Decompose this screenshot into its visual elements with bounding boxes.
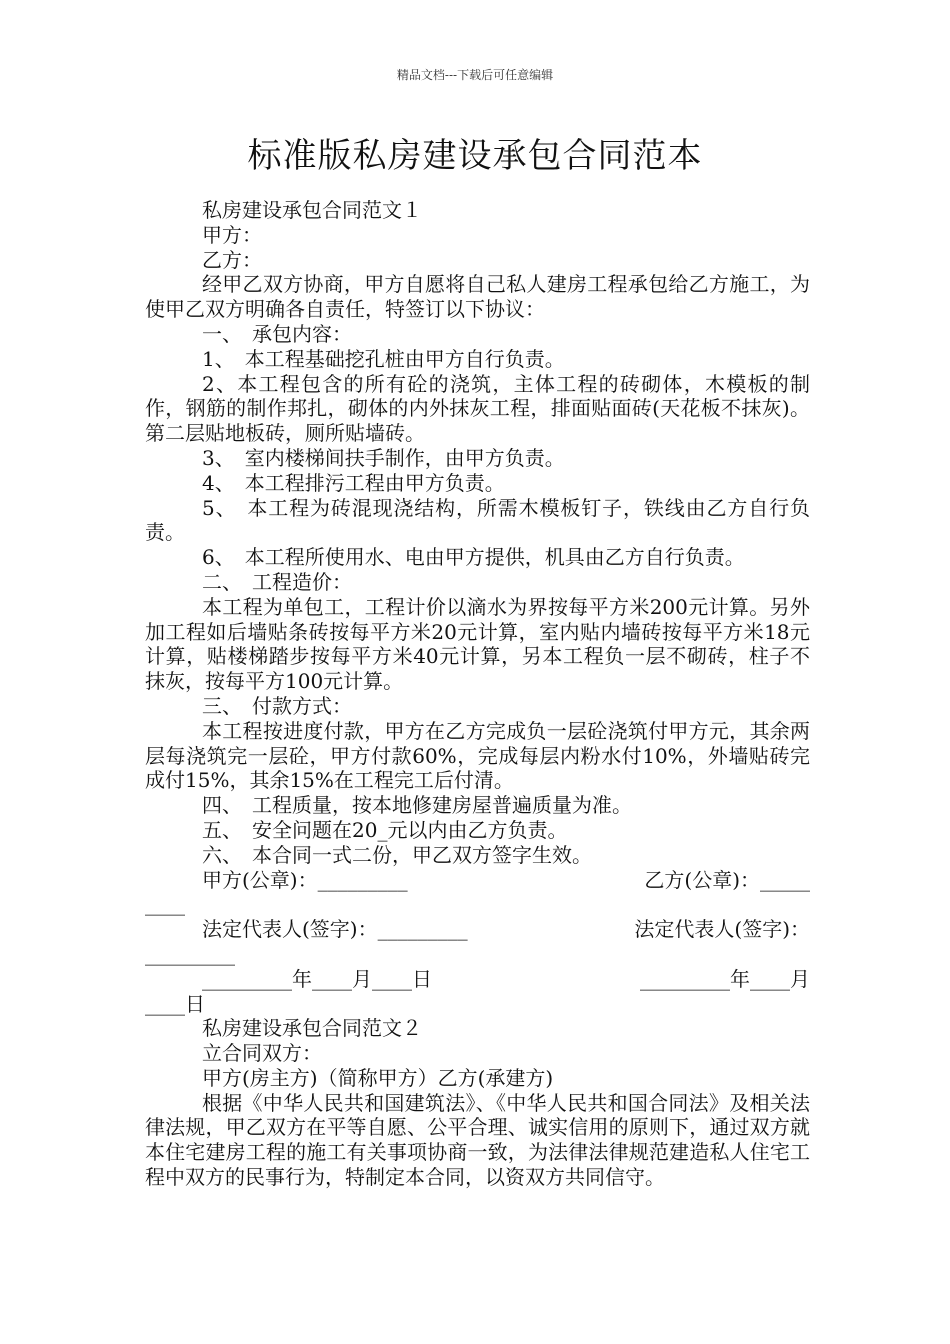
legal-basis-paragraph: 根据《中华人民共和国建筑法》、《中华人民共和国合同法》及相关法律法规，甲乙双方在平等自愿、公平合理、诚实信用的原则下，通过双方就本住宅建房工程的施工有关事项协商一致，为法律法律规范建造私人住宅工程中双方的民事行为，特制定本合同，以资双方共同信守。: [145, 1090, 810, 1190]
clause-heading: 一、 承包内容：: [202, 321, 352, 346]
party-b-representative: 法定代表人(签字)：: [634, 917, 810, 942]
clause-item: 2、本工程包含的所有砼的浇筑，主体工程的砖砌体，木模板的制作，钢筋的制作邦扎，砌体的内外抹灰工程，排面贴面砖(天花板不抹灰)。第二层贴地板砖，厕所贴墙砖。: [145, 371, 810, 446]
party-b-seal: 乙方(公章)：_____: [644, 867, 810, 892]
clause-item: 1、 本工程基础挖孔桩由甲方自行负责。: [202, 346, 565, 371]
party-b-line: 乙方：: [202, 247, 262, 272]
party-a-date: _________年____月____日: [202, 966, 432, 991]
seal-row: [145, 868, 810, 918]
clause-item: 4、 本工程排污工程由甲方负责。: [202, 470, 505, 495]
intro-paragraph: 经甲乙双方协商，甲方自愿将自己私人建房工程承包给乙方施工，为使甲乙双方明确各自责任，特签订以下协议：: [145, 272, 810, 322]
representative-row: [145, 917, 810, 967]
parties-detail: 甲方(房主方)（简称甲方）乙方(承建方): [202, 1065, 554, 1090]
party-a-line: 甲方：: [202, 222, 262, 247]
clause-paragraph: 本工程按进度付款，甲方在乙方完成负一层砼浇筑付甲方元，其余两层每浇筑完一层砼，甲方付款60%，完成每层内粉水付10%，外墙贴砖完成付15%，其余15%在工程完工后付清。: [145, 718, 810, 793]
date-row: [145, 967, 810, 1017]
page-header: 精品文档---下载后可任意编辑: [396, 68, 554, 82]
party-b-date: _________年____月: [640, 966, 810, 991]
clause-item: 3、 室内楼梯间扶手制作，由甲方负责。: [202, 445, 565, 470]
clause-heading: 六、 本合同一式二份，甲乙双方签字生效。: [202, 842, 592, 867]
clause-heading: 四、 工程质量，按本地修建房屋普遍质量为准。: [202, 793, 632, 818]
document-title: 标准版私房建设承包合同范本: [247, 136, 703, 176]
party-a-seal: 甲方(公章)：_________: [202, 867, 408, 892]
clause-paragraph: 本工程为单包工，工程计价以滴水为界按每平方米200元计算。另外加工程如后墙贴条砖按每平方米20元计算，室内贴内墙砖按每平方米18元计算，贴楼梯踏步按每平方米40元计算，另本工程负一层不砌砖，柱子不抹灰，按每平方100元计算。: [145, 594, 810, 694]
clause-heading: 五、 安全问题在20_元以内由乙方负责。: [202, 817, 568, 842]
party-a-representative: 法定代表人(签字)：_________: [202, 917, 468, 942]
clause-heading: 二、 工程造价：: [202, 569, 352, 594]
clause-item: 6、 本工程所使用水、电由甲方提供，机具由乙方自行负责。: [202, 545, 745, 570]
party-b-seal-wrap: ____: [145, 892, 185, 917]
section-heading: 私房建设承包合同范文１: [202, 198, 422, 222]
party-b-representative-wrap: _________: [145, 941, 235, 966]
clause-heading: 三、 付款方式：: [202, 693, 352, 718]
clause-item: 5、 本工程为砖混现浇结构，所需木模板钉子，铁线由乙方自行负责。: [145, 495, 810, 545]
document-body: [145, 198, 810, 1190]
parties-line: 立合同双方：: [202, 1041, 322, 1066]
section-heading: 私房建设承包合同范文２: [202, 1016, 422, 1041]
party-b-date-wrap: ____日: [145, 991, 205, 1016]
